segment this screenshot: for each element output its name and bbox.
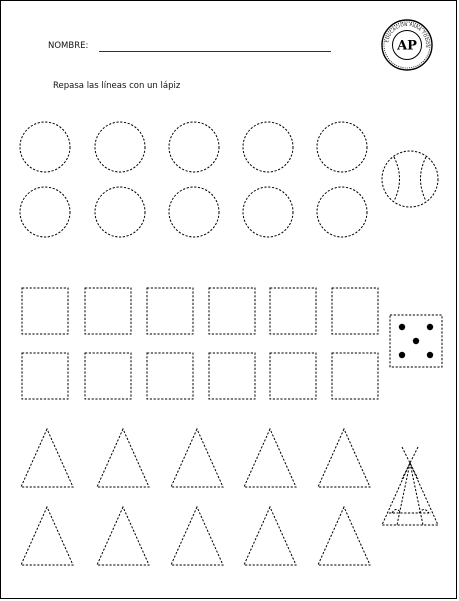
trace-triangle[interactable] bbox=[318, 429, 370, 487]
trace-square[interactable] bbox=[85, 353, 131, 399]
trace-circle[interactable] bbox=[95, 122, 145, 172]
trace-square[interactable] bbox=[85, 288, 131, 334]
trace-circle[interactable] bbox=[20, 187, 70, 237]
dice-dots bbox=[399, 324, 433, 358]
trace-triangle[interactable] bbox=[21, 507, 73, 565]
trace-square[interactable] bbox=[147, 288, 193, 334]
trace-circle[interactable] bbox=[169, 187, 219, 237]
trace-triangle[interactable] bbox=[171, 429, 223, 487]
trace-circle[interactable] bbox=[169, 122, 219, 172]
trace-square[interactable] bbox=[209, 288, 255, 334]
trace-square[interactable] bbox=[332, 288, 378, 334]
logo-ring-text: EDUCACIÓN PARA TODOS bbox=[384, 21, 431, 49]
trace-square[interactable] bbox=[22, 353, 68, 399]
trace-circle[interactable] bbox=[317, 122, 367, 172]
trace-triangle[interactable] bbox=[97, 429, 149, 487]
name-label: NOMBRE: bbox=[48, 41, 89, 51]
trace-square[interactable] bbox=[209, 353, 255, 399]
trace-triangle[interactable] bbox=[244, 507, 296, 565]
teepee-icon bbox=[382, 447, 438, 525]
trace-square[interactable] bbox=[332, 353, 378, 399]
trace-square[interactable] bbox=[270, 353, 316, 399]
trace-circle[interactable] bbox=[95, 187, 145, 237]
instruction-text: Repasa las líneas con un lápiz bbox=[53, 81, 181, 91]
trace-triangle[interactable] bbox=[318, 507, 370, 565]
trace-circle[interactable] bbox=[243, 122, 293, 172]
trace-triangle[interactable] bbox=[97, 507, 149, 565]
trace-circle[interactable] bbox=[317, 187, 367, 237]
trace-circle[interactable] bbox=[20, 122, 70, 172]
trace-square[interactable] bbox=[22, 288, 68, 334]
logo-initials: AP bbox=[397, 38, 417, 54]
trace-triangle[interactable] bbox=[244, 429, 296, 487]
trace-square[interactable] bbox=[147, 353, 193, 399]
trace-triangle[interactable] bbox=[21, 429, 73, 487]
trace-circle[interactable] bbox=[243, 187, 293, 237]
trace-square[interactable] bbox=[270, 288, 316, 334]
baseball-icon bbox=[382, 151, 438, 207]
tracing-area bbox=[1, 1, 457, 599]
trace-triangle[interactable] bbox=[171, 507, 223, 565]
